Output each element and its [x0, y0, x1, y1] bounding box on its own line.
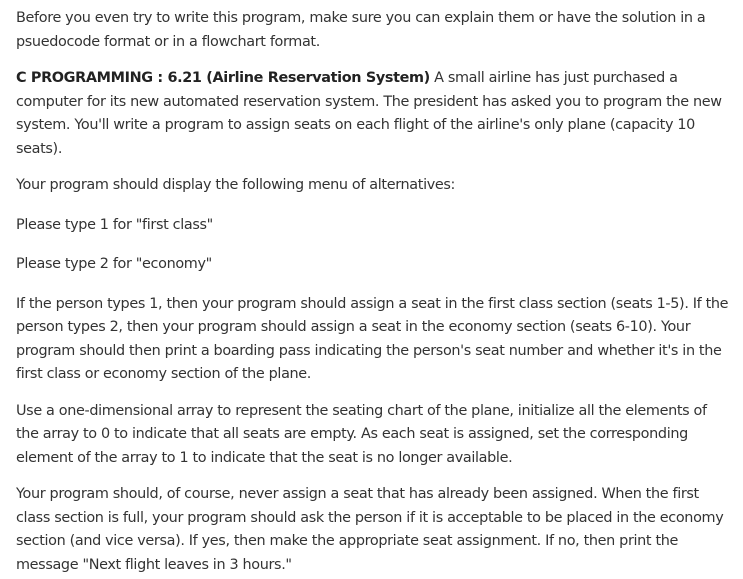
menu-intro-paragraph: Your program should display the following menu of alternatives:	[16, 177, 456, 193]
intro-paragraph: Before you even try to write this program, make sure you can explain them or have the solution in a psuedocode format or in a flowchart format.	[16, 10, 706, 50]
problem-description: A small airline has just purchased a computer for its new automated reservation system. The president has asked you to program the new system. You'll write a program to assign seats on each flight of the airline's only plane (capacity 10 seats).	[16, 70, 722, 157]
array-instructions-paragraph: Use a one-dimensional array to represent the seating chart of the plane, initialize all the elements of the array to 0 to indicate that all seats are empty. As each seat is assigned, set the corresponding element of the array to 1 to indicate that the seat is no longer available.	[16, 402, 707, 466]
assignment-rules-paragraph: If the person types 1, then your program should assign a seat in the first class section (seats 1-5). If the person types 2, then your program should assign a seat in the economy section (seats 6-10). Your program should then print a boarding pass indicating the person's seat number and whether it's in the first class or economy section of the plane.	[16, 295, 729, 382]
problem-title: C PROGRAMMING : 6.21 (Airline Reservation System)	[16, 70, 430, 86]
problem-paragraph	[16, 67, 731, 161]
full-section-rules-paragraph: Your program should, of course, never assign a seat that has already been assigned. When the first class section is full, your program should ask the person if it is acceptable to be placed in the economy section (and vice versa). If yes, then make the appropriate seat assignment. If no, then print the message "Next flight leaves in 3 hours."	[16, 486, 724, 573]
menu-option-first-class: Please type 1 for "first class"	[16, 216, 213, 233]
menu-option-economy: Please type 2 for "economy"	[16, 256, 212, 272]
